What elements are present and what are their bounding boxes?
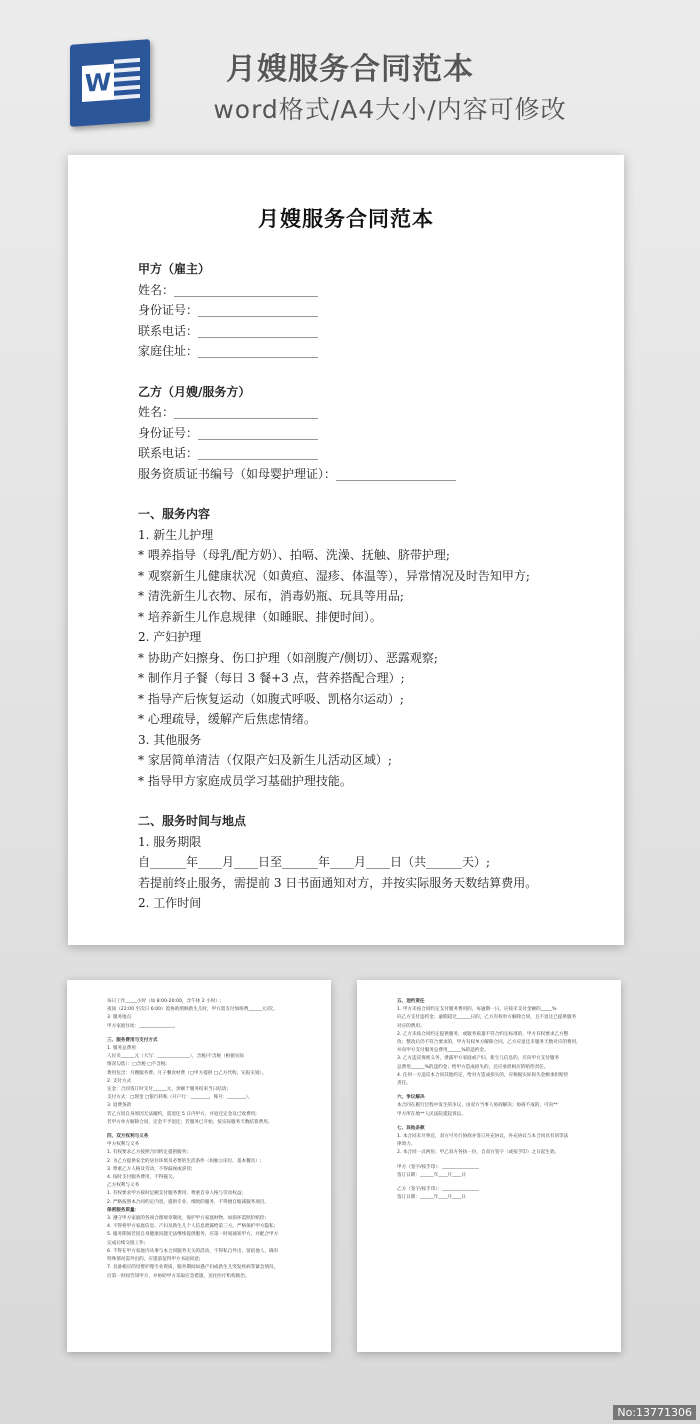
document-lines-icon [114, 58, 140, 105]
thumbnail-page-2 [67, 980, 331, 1352]
thumbnail-line: 对应的费用。 [397, 1023, 425, 1029]
document-line: 姓名：________________________ [138, 405, 319, 419]
document-line: * 制作月子餐（每日 3 餐+3 点，营养搭配合理）; [138, 671, 405, 685]
document-line: * 清洗新生儿衣物、尿布，消毒奶瓶、玩具等用品; [138, 589, 404, 603]
thumbnail-page-3 [357, 980, 621, 1352]
document-line: * 观察新生儿健康状况（如黄疸、湿疹、体温等），异常情况及时告知甲方; [138, 568, 530, 583]
thumbnail-line: 费用包含：月嫂服务费、月子餐食材费（□甲方提供 □乙方代购，实报实销）。 [107, 1070, 267, 1076]
thumbnail-line: 2. 支付方式 [107, 1078, 132, 1084]
thumbnail-line: 1. 甲方未按合同约定支付服务费用的，每逾期一日，应按未支付金额的_____% [397, 1007, 557, 1013]
document-line: 身份证号：____________________ [138, 303, 319, 317]
header-title: 月嫂服务合同范本 [226, 52, 474, 87]
thumbnail-line: 向乙方支付违约金；逾期超过______日的，乙方有权单方解除合同，且不退还已提供服务 [397, 1015, 577, 1021]
thumbnail-line: 3. 乙方违反保密义务，泄露甲方家庭或产妇、新生儿信息的，应向甲方支付服务 [397, 1056, 560, 1062]
document-line: 自______年____月____日至______年____月____日（共______天）; [138, 855, 491, 869]
thumbnail-line: 甲方家庭住址：_______________。 [107, 1023, 179, 1029]
thumbnail-line: 律效力。 [397, 1142, 416, 1148]
thumbnail-line: 情况勾选）：□含税 □不含税; [107, 1062, 167, 1068]
thumbnail-line: 1. 本合同未尽事宜，双方可另行协商并签订补充协议，补充协议与本合同具有同等法 [397, 1134, 569, 1140]
thumbnail-line: 若甲方单方解除合同，定金不予退还；若服务已开始，按实际服务天数结算费用。 [107, 1119, 273, 1125]
document-line: 姓名：________________________ [138, 282, 319, 297]
document-title: 月嫂服务合同范本 [258, 206, 434, 231]
document-line: 1. 新生儿护理 [138, 527, 214, 542]
blank-line [138, 484, 598, 504]
thumbnail-line: 2. 本合同一式两份，甲乙双方各执一份，自双方签字（或按手印）之日起生效。 [397, 1150, 560, 1156]
thumbnail-line: 4. 不得将甲方家庭信息、产妇及新生儿个人信息泄露给第三方，严格保护甲方隐私; [107, 1224, 276, 1230]
thumbnail-line: 若乙方因自身原因无法履约，需退还 5 日内甲方，并退还定金及已收费用; [107, 1111, 257, 1117]
thumbnail-line: 保密服务质量： [107, 1207, 140, 1213]
thumbnail-line: 完成后续交接工作; [107, 1240, 146, 1246]
document-line: * 心理疏导，缓解产后焦虑情绪。 [138, 712, 316, 726]
thumbnail-line: 并向甲方支付服务总费用______%的违约金。 [397, 1048, 489, 1054]
document-line: 联系电话：____________________ [138, 446, 319, 460]
document-line: 家庭住址：____________________ [138, 344, 319, 358]
thumbnail-line: 特殊情况需外出的，应提前征得甲方书面同意; [107, 1257, 201, 1263]
document-line: * 家居简单清洁（仅限产妇及新生儿活动区域）; [138, 753, 392, 767]
thumbnail-line: 七、其他条款 [397, 1125, 425, 1131]
thumbnail-line: 本合同在履行过程中发生的争议，由双方当事人协商解决；协商不成的，可向** [397, 1103, 558, 1109]
thumbnail-line: 3. 服务地点 [107, 1015, 132, 1021]
blank-line [138, 362, 598, 382]
thumbnail-line: 定金：合同签订时支付______元，余额于服务结束当日结清; [107, 1087, 228, 1093]
document-line: 3. 其他服务 [138, 732, 202, 747]
thumbnail-line: 乙方权利与义务 [107, 1183, 140, 1189]
thumbnail-line: 签订日期：______年____月____日 [397, 1195, 466, 1201]
document-line: 二、服务时间与地点 [138, 814, 247, 828]
thumbnail-line: 2. 乙方未按合同约定提供服务，或服务质量不符合约定标准的，甲方有权要求乙方整 [397, 1031, 569, 1037]
document-line: 身份证号：____________________ [138, 425, 319, 440]
thumbnail-page-2-body [107, 998, 307, 1281]
image-number: No:13771306 [613, 1405, 696, 1420]
thumbnail-line: 责任。 [397, 1081, 411, 1087]
thumbnail-line: 应第一时间告知甲方，并协助甲方采取应急措施，送往医疗机构救治。 [107, 1273, 250, 1279]
thumbnail-line: 每日工作_____小时（如 8:00-20:00，含午休 2 小时）; [107, 999, 222, 1004]
thumbnail-line: 3. 尊重乙方人格及劳动，不得歧视或虐待; [107, 1166, 193, 1172]
document-line: * 培养新生儿作息规律（如睡眠、排便时间）。 [138, 609, 382, 624]
header-subtitle: word格式/A4大小/内容可修改 [213, 95, 567, 124]
thumbnail-line: 1. 有权要求甲方按时足额支付服务费用，尊重自身人格与劳动权益; [107, 1191, 244, 1197]
thumbnail-line: 3. 遵守甲方家庭的各项合理规章制度，保护甲方家庭财物，如损坏需照价赔偿; [107, 1216, 266, 1222]
thumbnail-line: 4. 按时支付服务费用，不得拖欠。 [107, 1175, 178, 1181]
document-line: 服务资质证书编号（如母婴护理证）：____________________ [138, 466, 457, 481]
thumbnail-line: 四、双方权利与义务 [107, 1134, 149, 1140]
document-line: 2. 工作时间 [138, 896, 202, 910]
thumbnail-line: 三、服务费用与支付方式 [107, 1037, 158, 1043]
document-line: 乙方（月嫂/服务方） [138, 384, 251, 399]
thumbnail-line: 改；整改后仍不符合要求的，甲方有权单方解除合同，乙方应退还未服务天数对应的费用， [397, 1040, 581, 1046]
thumbnail-page-3-body [397, 998, 597, 1202]
thumbnail-line: 五、违约责任 [397, 999, 425, 1004]
document-line: * 喂养指导（母乳/配方奶）、拍嗝、洗澡、抚触、脐带护理; [138, 548, 450, 562]
word-app-icon [70, 39, 150, 127]
thumbnail-line: 7. 具备相应的母婴护理专业资质，服务期间如遇产妇或新生儿突发疾病等紧急情况， [107, 1265, 279, 1271]
thumbnail-line: 5. 服务期间若因自身健康问题无法继续提供服务，应第一时间通知甲方，并配合甲方 [107, 1232, 279, 1238]
thumbnail-line: 1. 服务总费用 [107, 1046, 136, 1052]
blank-line [138, 791, 598, 811]
document-body [138, 259, 598, 914]
document-line: 2. 产妇护理 [138, 630, 202, 644]
thumbnail-line: 支付方式：□现金 □银行转账（开户行：________，账号：________）。 [107, 1095, 253, 1101]
thumbnail-line: 2. 严格按照本合同约定内容，提供专业、细致的服务，不得擅自缩减服务项目。 [107, 1199, 270, 1205]
thumbnail-line: 甲方（签字/按手印）：________________ [397, 1164, 479, 1170]
document-line: * 指导产后恢复运动（如腹式呼吸、凯格尔运动）; [138, 691, 404, 706]
thumbnail-line: 3. 退费条款 [107, 1103, 132, 1109]
thumbnail-line: 甲方所在地**人民法院提起诉讼。 [397, 1111, 466, 1117]
thumbnail-line: 总费用______%的违约金；给甲方造成损失的，还应承担相应的赔偿责任。 [397, 1064, 549, 1070]
thumbnail-line: 2. 为乙方提供安全的居住环境及必要的生活条件（如独立床位、基本餐具）; [107, 1158, 262, 1164]
thumbnail-line: 签订日期：______年____月____日 [397, 1172, 466, 1178]
document-line: 一、服务内容 [138, 507, 211, 521]
document-line: 1. 服务期限 [138, 834, 202, 849]
document-line: 甲方（雇主） [138, 262, 211, 276]
thumbnail-line: 六、争议解决 [397, 1095, 425, 1101]
thumbnail-line: 6. 不得在甲方家庭内从事与本合同服务无关的活动，不得私自外出、留宿他人，确有 [107, 1248, 279, 1254]
thumbnail-line: 夜间（22:00 至次日 6:00）需协助照顾新生儿时，甲方需支付加班费______元/次。 [107, 1007, 278, 1013]
document-line: * 协助产妇擦身、伤口护理（如剖腹产/侧切）、恶露观察; [138, 650, 438, 665]
thumbnail-line: 甲方权利与义务 [107, 1142, 140, 1148]
word-letter-icon: W [82, 64, 114, 102]
thumbnail-line: 乙方（签字/按手印）：________________ [397, 1187, 479, 1193]
document-line: 若提前终止服务，需提前 3 日书面通知对方，并按实际服务天数结算费用。 [138, 875, 538, 890]
thumbnail-line: 人民币______元（大写：______________），含税/不含税（根据实际 [107, 1054, 245, 1060]
thumbnail-line: 4. 任何一方违反本合同其他约定，给对方造成损失的，应根据实际损失金额承担赔偿 [397, 1072, 569, 1078]
document-page-preview [68, 155, 624, 945]
document-line: 联系电话：____________________ [138, 323, 319, 338]
document-line: * 指导甲方家庭成员学习基础护理技能。 [138, 773, 352, 788]
thumbnail-line: 1. 有权要求乙方按照合同约定提供服务; [107, 1150, 188, 1156]
